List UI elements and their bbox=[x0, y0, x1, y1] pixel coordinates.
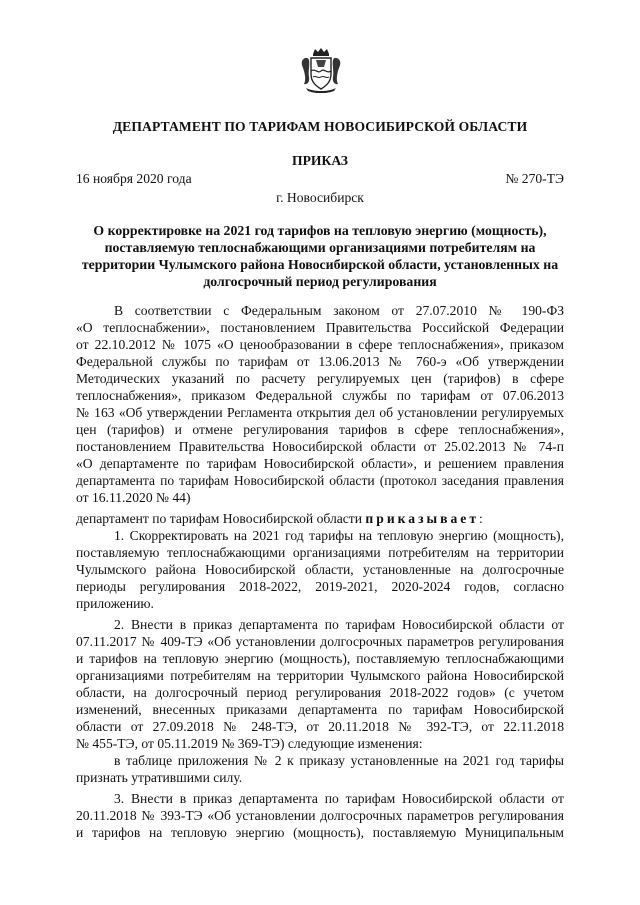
preamble-line: Методических указаний по расчету регулируемых цен (тарифов) в сфере bbox=[76, 371, 564, 386]
item-2-line: № 455-ТЭ, от 05.11.2019 № 369-ТЭ) следующие изменения: bbox=[76, 736, 423, 751]
heading-line: поставляемую теплоснабжающими организациями потребителям на bbox=[104, 240, 536, 255]
item-2-line: 07.11.2017 № 409-ТЭ «Об установлении долгосрочных параметров регулирования bbox=[76, 634, 564, 649]
item-3-paragraph bbox=[76, 790, 564, 841]
heading-line: территории Чулымского района Новосибирской области, установленных на bbox=[81, 257, 559, 272]
item-2-sub-line: признать утратившими силу. bbox=[76, 770, 243, 785]
item-1-line: периоды регулирования 2018-2022, 2019-2021, 2020-2024 годов, согласно bbox=[76, 579, 564, 594]
preamble-line: цен (тарифов) и отмене регулирования тарифов в сфере теплоснабжения», bbox=[76, 422, 564, 437]
item-2-sub-paragraph bbox=[76, 752, 564, 786]
item-1-line: 1. Скорректировать на 2021 год тарифы на тепловую энергию (мощность), bbox=[114, 528, 564, 543]
heading-line: О корректировке на 2021 год тарифов на тепловую энергию (мощность), bbox=[93, 223, 547, 238]
item-3-line: 20.11.2018 № 393-ТЭ «Об установлении долгосрочных параметров регулирования bbox=[76, 808, 564, 823]
order-number: № 270-ТЭ bbox=[505, 171, 564, 186]
item-2-line: и тарифов на тепловую энергию (мощность), поставляемую теплоснабжающими bbox=[76, 651, 564, 666]
item-1-line: приложению. bbox=[76, 596, 154, 611]
preamble-line: «О департаменте по тарифам Новосибирской области», и решением правления bbox=[76, 456, 564, 471]
orders-word: приказывает bbox=[365, 511, 479, 526]
item-2-line: изменений, внесенных приказами департамента по тарифам Новосибирской bbox=[76, 702, 564, 717]
heading-line: долгосрочный период регулирования bbox=[203, 274, 437, 289]
item-2-sub-line: в таблице приложения № 2 к приказу установленные на 2021 год тарифы bbox=[114, 753, 564, 768]
item-1-paragraph bbox=[76, 527, 564, 612]
preamble-line: теплоснабжения», приказом Федеральной службы по тарифам от 07.06.2013 bbox=[76, 388, 564, 403]
preamble-line: от 16.11.2020 № 44) bbox=[76, 490, 191, 505]
preamble-line: департамента по тарифам Новосибирской области (протокол заседания правления bbox=[76, 473, 564, 488]
item-2-line: организациями потребителям на территории Чулымского района Новосибирской bbox=[76, 668, 564, 683]
order-date: 16 ноября 2020 года bbox=[76, 171, 192, 186]
coat-of-arms-icon bbox=[300, 47, 342, 93]
item-2-line: 2. Внести в приказ департамента по тарифам Новосибирской области от bbox=[114, 617, 564, 632]
preamble-line: постановлением Правительства Новосибирской области от 25.02.2013 № 74-п bbox=[76, 439, 564, 454]
item-3-line: 3. Внести в приказ департамента по тарифам Новосибирской области от bbox=[114, 791, 564, 806]
document-type: ПРИКАЗ bbox=[292, 153, 348, 168]
preamble-line: от 22.10.2012 № 1075 «О ценообразовании в сфере теплоснабжения», приказом bbox=[76, 337, 564, 352]
order-heading bbox=[76, 222, 564, 290]
orders-prefix: департамент по тарифам Новосибирской области bbox=[76, 511, 366, 526]
item-1-line: Чулымского района Новосибирской области, установленные на долгосрочные bbox=[76, 562, 564, 577]
order-body bbox=[76, 302, 564, 841]
department-name: ДЕПАРТАМЕНТ ПО ТАРИФАМ НОВОСИБИРСКОЙ ОБЛАСТИ bbox=[112, 119, 528, 134]
preamble-paragraph bbox=[76, 302, 564, 506]
preamble-line: В соответствии с Федеральным законом от 27.07.2010 № 190-ФЗ bbox=[114, 303, 564, 318]
item-2-paragraph bbox=[76, 616, 564, 752]
item-2-line: области от 27.09.2018 № 248-ТЭ, от 20.11.2018 № 392-ТЭ, от 22.11.2018 bbox=[76, 719, 564, 734]
item-1-line: поставляемую теплоснабжающими организациями потребителям на территории bbox=[76, 545, 564, 560]
item-2-line: области, на долгосрочный период регулирования 2018-2022 годов» (с учетом bbox=[76, 685, 564, 700]
preamble-line: № 163 «Об утверждении Регламента открытия дел об установлении регулируемых bbox=[76, 405, 564, 420]
preamble-line: Федеральной службы по тарифам от 13.06.2013 № 760-э «Об утверждении bbox=[76, 354, 564, 369]
orders-line bbox=[76, 510, 564, 527]
item-3-line: и тарифов на тепловую энергию (мощность), поставляемую Муниципальным bbox=[76, 825, 564, 840]
preamble-line: «О теплоснабжении», постановлением Правительства Российской Федерации bbox=[76, 320, 564, 335]
orders-suffix: : bbox=[479, 511, 483, 526]
order-city: г. Новосибирск bbox=[276, 190, 364, 205]
